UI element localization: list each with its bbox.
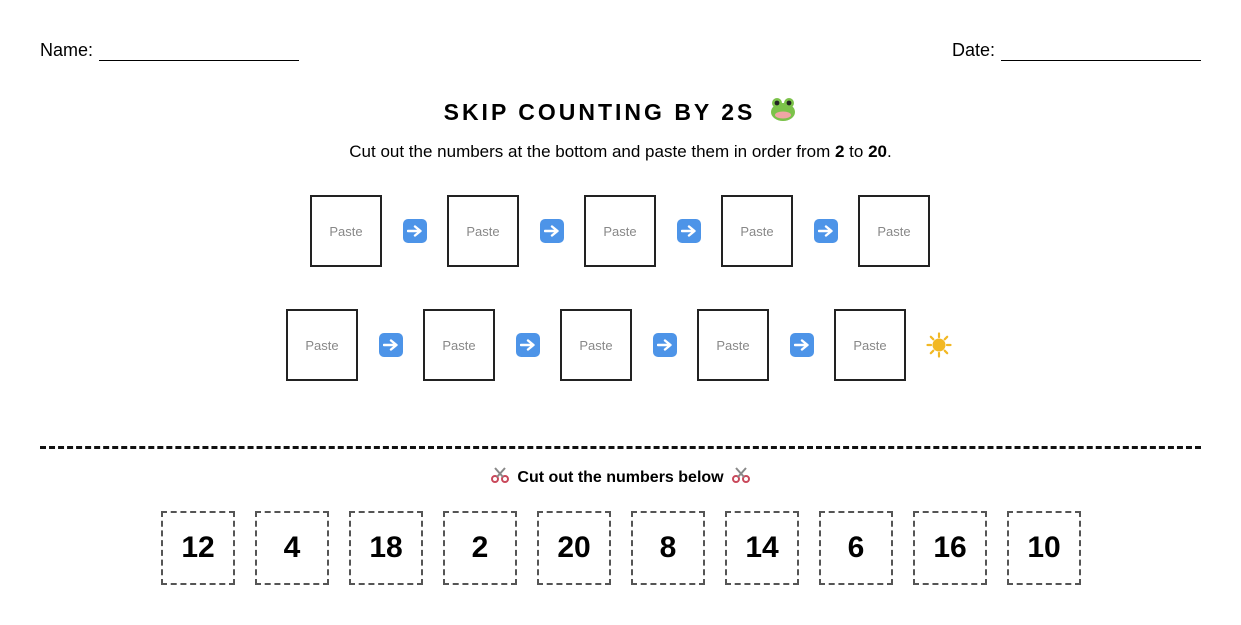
date-field [952,40,1201,61]
paste-box[interactable]: Paste [721,195,793,267]
scissors-icon [491,467,509,488]
paste-box[interactable]: Paste [423,309,495,381]
paste-box[interactable]: Paste [310,195,382,267]
number-card[interactable]: 2 [443,511,517,585]
number-card[interactable]: 6 [819,511,893,585]
right-arrow-icon [653,333,677,357]
number-card[interactable]: 8 [631,511,705,585]
instructions: Cut out the numbers at the bottom and paste them in order from 2 to 20. [349,142,892,161]
number-card[interactable]: 4 [255,511,329,585]
number-cards [161,511,1081,585]
worksheet-title [0,96,1241,128]
number-card[interactable]: 12 [161,511,235,585]
number-card[interactable]: 16 [913,511,987,585]
paste-box[interactable]: Paste [584,195,656,267]
cutout-heading-text: Cut out the numbers below [517,468,724,486]
date-blank-line [1001,46,1201,61]
paste-box[interactable]: Paste [697,309,769,381]
cut-line [40,446,1201,449]
frog-icon [769,96,797,128]
end-number: 20 [868,142,887,161]
right-arrow-icon [677,219,701,243]
title-text: SKIP COUNTING BY 2S [443,98,756,125]
name-label: Name: [40,40,94,60]
right-arrow-icon [790,333,814,357]
name-field [40,40,299,61]
paste-box[interactable]: Paste [858,195,930,267]
paste-box[interactable]: Paste [560,309,632,381]
start-number: 2 [834,142,845,161]
date-label: Date: [951,40,995,60]
right-arrow-icon [540,219,564,243]
number-card[interactable]: 20 [537,511,611,585]
paste-row-2 [286,309,952,381]
number-card[interactable]: 18 [349,511,423,585]
name-blank-line [99,46,299,61]
scissors-icon [732,467,750,488]
paste-box[interactable]: Paste [447,195,519,267]
right-arrow-icon [403,219,427,243]
right-arrow-icon [814,219,838,243]
paste-box[interactable]: Paste [834,309,906,381]
right-arrow-icon [516,333,540,357]
paste-row-1 [310,195,930,267]
cutout-heading [0,467,1241,488]
right-arrow-icon [379,333,403,357]
number-card[interactable]: 14 [725,511,799,585]
paste-box[interactable]: Paste [286,309,358,381]
sun-icon [926,332,952,358]
number-card[interactable]: 10 [1007,511,1081,585]
